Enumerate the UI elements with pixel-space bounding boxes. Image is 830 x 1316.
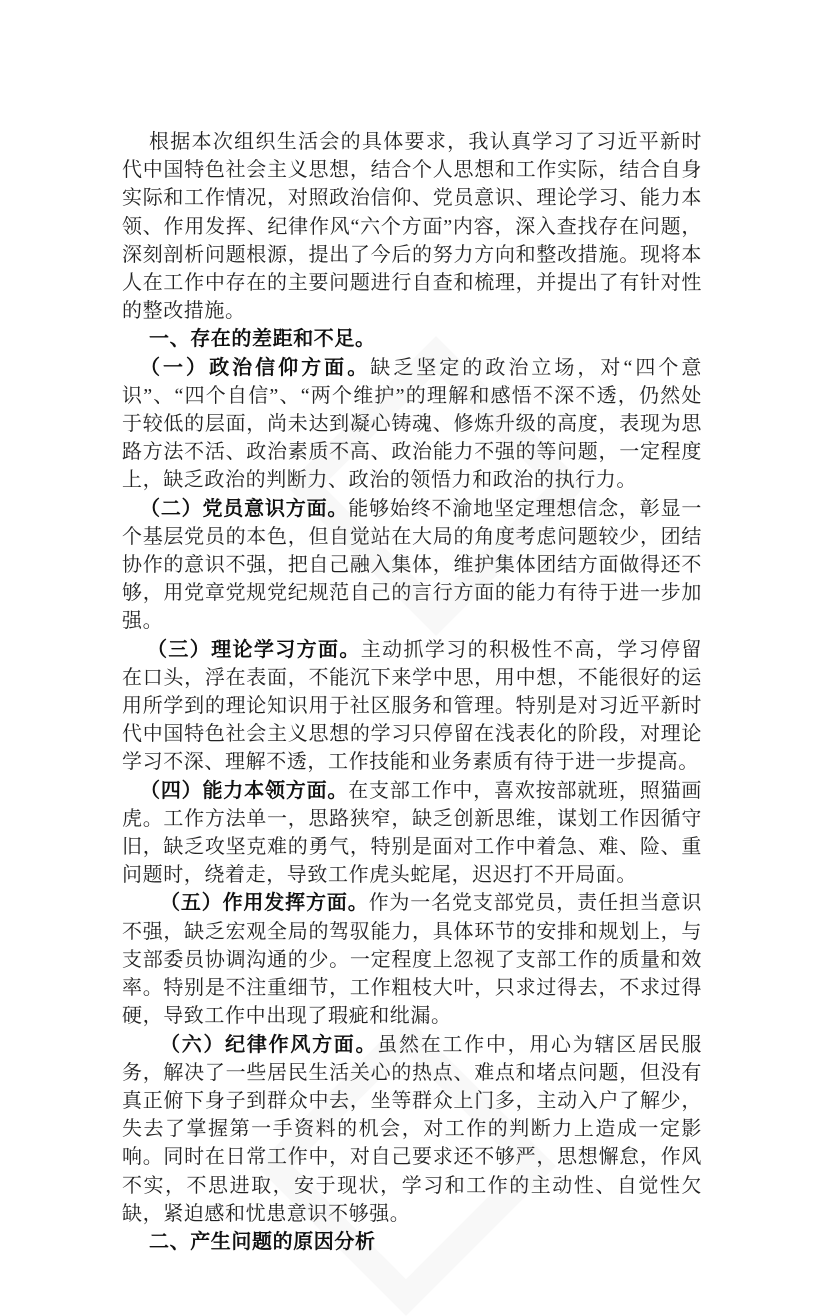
section-paragraph bbox=[122, 1031, 702, 1228]
section-lead: （一）政治信仰方面。 bbox=[140, 356, 371, 379]
section-paragraph bbox=[122, 636, 702, 777]
section-body: 虽然在工作中，用心为辖区居民服务，解决了一些居民生活关心的热点、难点和堵点问题，但没有真正俯下身子到群众中去，坐等群众上门多，主动入户了解少，失去了掌握第一手资料的机会，对工作的判断力上造成一定影响。同时在日常工作中，对自己要求还不够严，思想懈怠，作风不实，不思进取，安于现状，学习和工作的主动性、自觉性欠缺，紧迫感和忧患意识不够强。 bbox=[122, 1033, 702, 1225]
section-paragraph bbox=[122, 354, 702, 495]
document-page bbox=[122, 128, 702, 1256]
section-body: 作为一名党支部党员，责任担当意识不强，缺乏宏观全局的驾驭能力，具体环节的安排和规划上，与支部委员协调沟通的少。一定程度上忽视了支部工作的质量和效率。特别是不注重细节，工作粗枝大叶，只求过得去，不求过得硬，导致工作中出现了瑕疵和纰漏。 bbox=[122, 892, 702, 1028]
section-body: 在支部工作中，喜欢按部就班，照猫画虎。工作方法单一，思路狭窄，缺乏创新思维，谋划工作因循守旧，缺乏攻坚克难的勇气，特别是面对工作中着急、难、险、重问题时，绕着走，导致工作虎头蛇尾，迟迟打不开局面。 bbox=[122, 779, 703, 887]
section-body: 主动抓学习的积极性不高，学习停留在口头，浮在表面，不能沉下来学中思，用中想，不能很好的运用所学到的理论知识用于社区服务和管理。特别是对习近平新时代中国特色社会主义思想的学习只停留在浅表化的阶段，对理论学习不深、理解不透，工作技能和业务素质有待于进一步提高。 bbox=[122, 638, 702, 774]
section-body: 能够始终不渝地坚定理想信念，彰显一个基层党员的本色，但自觉站在大局的角度考虑问题较少，团结协作的意识不强，把自己融入集体，维护集体团结方面做得还不够，用党章党规党纪规范自己的言行方面的能力有待于进一步加强。 bbox=[122, 497, 703, 633]
section-lead: （三）理论学习方面。 bbox=[147, 638, 361, 661]
section-lead: （二）党员意识方面。 bbox=[140, 497, 349, 520]
section-heading-1: 一、存在的差距和不足。 bbox=[149, 328, 376, 351]
section-paragraph bbox=[122, 495, 702, 636]
section-paragraph bbox=[122, 889, 702, 1030]
section-lead: （四）能力本领方面。 bbox=[140, 779, 349, 802]
intro-paragraph: 根据本次组织生活会的具体要求，我认真学习了习近平新时代中国特色社会主义思想，结合个人思想和工作实际，结合自身实际和工作情况，对照政治信仰、党员意识、理论学习、能力本领、作用发挥、纪律作风“六个方面”内容，深入查找存在问题，深刻剖析问题根源，提出了今后的努力方向和整改措施。现将本人在工作中存在的主要问题进行自查和梳理，并提出了有针对性的整改措施。 bbox=[122, 131, 702, 323]
section-heading-2: 二、产生问题的原因分析 bbox=[149, 1230, 376, 1253]
section-body: 缺乏坚定的政治立场，对“四个意识”、“四个自信”、“两个维护”的理解和感悟不深不透，仍然处于较低的层面，尚未达到凝心铸魂、修炼升级的高度，表现为思路方法不活、政治素质不高、政治能力不强的等问题，一定程度上，缺乏政治的判断力、政治的领悟力和政治的执行力。 bbox=[122, 356, 702, 492]
section-paragraph bbox=[122, 777, 702, 890]
section-lead: （五）作用发挥方面。 bbox=[160, 892, 369, 915]
section-lead: （六）纪律作风方面。 bbox=[160, 1033, 378, 1056]
